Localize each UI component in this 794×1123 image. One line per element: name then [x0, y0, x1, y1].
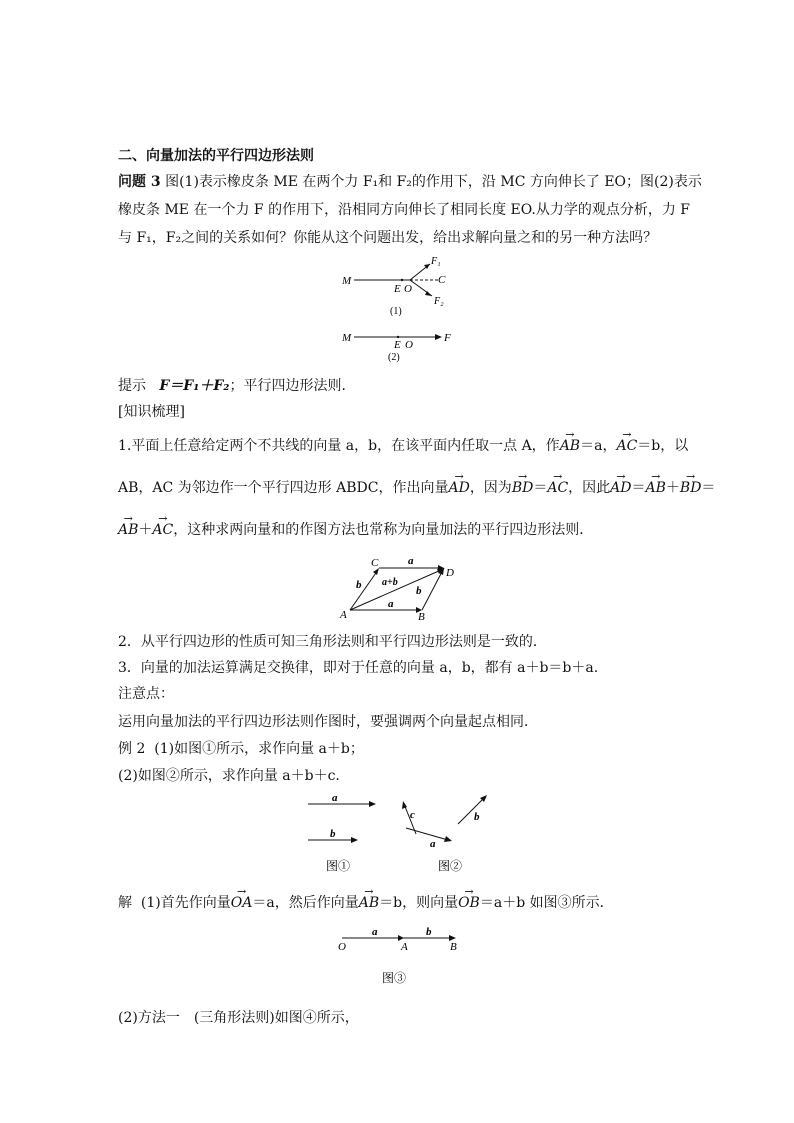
- k1-eq2: ＝: [631, 480, 646, 496]
- knowledge-point-1-line-3: [118, 520, 593, 540]
- vector-AB: → AB: [646, 478, 666, 498]
- problem-line-2: 橡皮条 ME 在一个力 F 的作用下，沿相同方向伸长了相同长度 EO.从力学的观点分析，力 F: [118, 202, 691, 218]
- label-b: b: [330, 828, 336, 840]
- vector-AB: → AB: [359, 893, 379, 913]
- knowledge-point-1-line-1: [118, 436, 688, 456]
- k1-eq3: ＝: [701, 480, 716, 496]
- vector-BD: → BD: [680, 478, 702, 498]
- vector-AB: → AB: [560, 436, 580, 456]
- label-O: O: [405, 339, 413, 351]
- k1-eq-a: ＝a，: [580, 438, 617, 454]
- method-line: (2)方法一 (三角形法则)如图④所示，: [118, 1010, 359, 1026]
- arrowhead-a: [369, 801, 376, 807]
- label-E: E: [394, 339, 401, 351]
- label-a: a: [332, 792, 338, 804]
- vector-AC: → AC: [547, 478, 568, 498]
- vector-b: [458, 798, 484, 824]
- solution-text-1: (1)首先作向量: [140, 895, 231, 911]
- figure-parallelogram-ABDC: [336, 552, 460, 622]
- figure-circle-2-vectors-a-b-c: [398, 790, 498, 874]
- figure-2-rubber-band-single-force: [338, 324, 468, 364]
- label-a: a: [372, 926, 378, 938]
- figure-circle-3-vector-sum: [334, 922, 464, 988]
- label-O: O: [338, 941, 346, 953]
- arrowhead-b-left: [373, 568, 379, 575]
- k1-text-a: 1.平面上任意给定两个不共线的向量 a，b，在该平面内任取一点 A，作: [118, 438, 560, 454]
- vector-AC: → AC: [152, 520, 173, 540]
- label-B: B: [418, 611, 425, 622]
- example-label: 例 2: [118, 741, 146, 757]
- label-a-bottom: a: [388, 598, 394, 610]
- vector-OB: → OB: [458, 893, 480, 913]
- k1-text-3: ，这种求两向量和的作图方法也常称为向量加法的平行四边形法则．: [173, 522, 594, 538]
- label-M: M: [342, 332, 352, 344]
- knowledge-point-1-line-2: [118, 478, 715, 498]
- k1-plus2: ＋: [138, 522, 153, 538]
- solution-label: 解: [118, 895, 132, 911]
- example-part-1: (1)如图①所示，求作向量 a＋b；: [154, 741, 364, 757]
- solution-text-4: ＝a＋b 如图③所示．: [479, 895, 614, 911]
- point-E: [401, 279, 403, 281]
- label-F: F: [444, 332, 451, 344]
- solution-text-2: ＝a，然后作向量: [252, 895, 359, 911]
- k1-eq-b: ＝b，以: [637, 438, 689, 454]
- label-b-right: b: [416, 585, 422, 597]
- label-M: M: [342, 275, 352, 287]
- knowledge-point-2: 2．从平行四边形的性质可知三角形法则和平行四边形法则是一致的．: [118, 634, 547, 650]
- k1-text-2a: AB，AC 为邻边作一个平行四边形 ABDC，作出向量: [118, 480, 449, 496]
- label-b-left: b: [356, 579, 362, 591]
- figure-2-caption: (2): [388, 352, 400, 363]
- example-line-1: [118, 739, 364, 759]
- vector-AD: → AD: [610, 478, 631, 498]
- label-E: E: [394, 283, 401, 295]
- k1-eq: ＝: [533, 480, 548, 496]
- label-b: b: [426, 926, 432, 938]
- note-title: 注意点：: [118, 686, 174, 702]
- label-a: a: [430, 838, 436, 850]
- vector-OA: → OA: [231, 893, 253, 913]
- label-D: D: [446, 567, 454, 579]
- label-C: C: [371, 557, 379, 569]
- figure-1-rubber-band-two-forces: [338, 252, 468, 316]
- vector-AB: → AB: [118, 520, 138, 540]
- vector-AC: → AC: [616, 436, 637, 456]
- vector-b-right: [422, 568, 444, 610]
- figure-1-caption: (1): [390, 306, 402, 316]
- problem-line-3: 与 F₁，F₂之间的关系如何？你能从这个问题出发，给出求解向量之和的另一种方法吗？: [118, 230, 658, 246]
- arrowhead-b: [351, 837, 358, 843]
- section-title: 二、向量加法的平行四边形法则: [118, 148, 314, 164]
- vector-a: [406, 828, 448, 840]
- figure-circle-1-caption: 图①: [326, 859, 351, 873]
- problem-line-1: [118, 172, 702, 192]
- hint-formula: F＝F₁＋F₂: [159, 378, 230, 394]
- label-a-top: a: [408, 555, 414, 567]
- hint-label: 提示: [118, 378, 146, 394]
- hint-rest: ；平行四边形法则．: [229, 378, 356, 394]
- point-E: [397, 336, 399, 338]
- problem-label: 问题 3: [118, 174, 161, 190]
- k1-so: ，因此: [568, 480, 611, 496]
- label-F1: F₁: [431, 256, 441, 267]
- label-a-plus-b: a+b: [382, 577, 398, 588]
- knowledge-point-3: 3．向量的加法运算满足交换律，即对于任意的向量 a，b，都有 a＋b＝b＋a.: [118, 660, 599, 676]
- label-F2: F₂: [434, 296, 444, 307]
- problem-text-1: 图(1)表示橡皮条 ME 在两个力 F₁和 F₂的作用下，沿 MC 方向伸长了 EO；图(2)表示: [165, 174, 702, 190]
- label-c: c: [410, 809, 415, 821]
- figure-circle-1-vectors-a-b: [300, 790, 390, 874]
- label-B: B: [450, 941, 457, 953]
- vector-AD: → AD: [448, 478, 469, 498]
- hint-line: [118, 376, 355, 396]
- solution-text-3: ＝b，则向量: [379, 895, 459, 911]
- example-line-2: (2)如图②所示，求作向量 a＋b＋c.: [118, 768, 340, 784]
- vector-BD: → BD: [512, 478, 534, 498]
- arrowhead-a: [444, 836, 452, 842]
- label-A: A: [401, 941, 408, 953]
- figure-circle-3-caption: 图③: [382, 971, 407, 985]
- label-O: O: [404, 283, 412, 295]
- knowledge-title: [知识梳理]: [118, 404, 185, 420]
- k1-because: ，因为: [469, 480, 512, 496]
- label-A: A: [340, 609, 347, 621]
- k1-plus: ＋: [665, 480, 680, 496]
- solution-line-1: [118, 893, 614, 913]
- arrowhead-c: [402, 801, 407, 809]
- label-b: b: [474, 811, 480, 823]
- force-F-arrowhead: [435, 334, 442, 340]
- note-text: 运用向量加法的平行四边形法则作图时，要强调两个向量起点相同．: [118, 714, 538, 730]
- label-C: C: [438, 274, 446, 286]
- figure-circle-2-caption: 图②: [438, 859, 463, 873]
